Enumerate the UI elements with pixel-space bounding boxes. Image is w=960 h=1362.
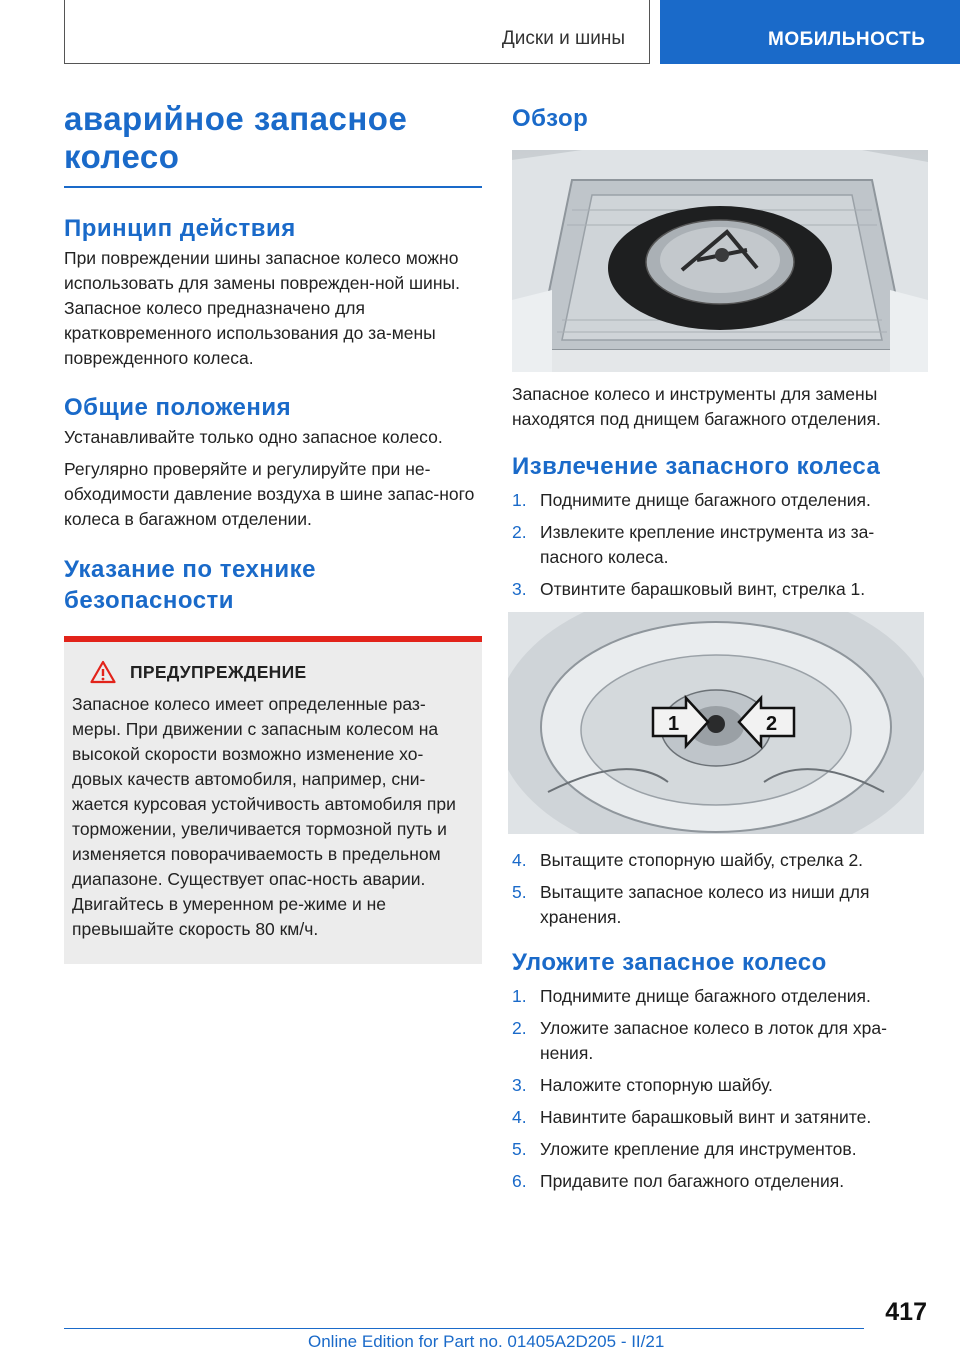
step-text: Навинтите барашковый винт и затяните. bbox=[540, 1107, 872, 1127]
step-text: Придавите пол багажного отделения. bbox=[540, 1171, 845, 1191]
edition-link[interactable]: Online Edition for Part no. 01405A2D205 - II/21 bbox=[308, 1332, 665, 1351]
wheel-nut-illustration bbox=[508, 612, 924, 834]
warning-title-row bbox=[90, 660, 470, 684]
list-item bbox=[512, 1105, 928, 1130]
step-number: 1. bbox=[512, 490, 527, 510]
step-number: 2. bbox=[512, 1018, 527, 1038]
step-number: 6. bbox=[512, 1171, 527, 1191]
title-divider bbox=[64, 186, 482, 188]
stow-heading: Уложите запасное колесо bbox=[512, 949, 827, 976]
step-text: Уложите крепление для инструментов. bbox=[540, 1139, 857, 1159]
step-number: 4. bbox=[512, 850, 527, 870]
step-text: Вытащите стопорную шайбу, стрелка 2. bbox=[540, 850, 864, 870]
list-item bbox=[512, 880, 928, 930]
list-item bbox=[512, 520, 928, 570]
right-column bbox=[512, 100, 928, 1201]
step-text: Извлеките крепление инструмента из за-пасного колеса. bbox=[540, 522, 875, 567]
step-text: Отвинтите барашковый винт, стрелка 1. bbox=[540, 579, 866, 599]
trunk-photo bbox=[512, 150, 928, 372]
list-item bbox=[512, 1073, 928, 1098]
step-text: Уложите запасное колесо в лоток для хра-нения. bbox=[540, 1018, 887, 1063]
general-text-2: Регулярно проверяйте и регулируйте при не-обходимости давление воздуха в шине запас-ного колеса в багажном отделении. bbox=[64, 459, 475, 529]
list-item bbox=[512, 848, 928, 873]
step-number: 2. bbox=[512, 522, 527, 542]
section-title: Диски и шины bbox=[501, 28, 625, 49]
list-item bbox=[512, 1137, 928, 1162]
page-title: аварийное запасное колесо bbox=[64, 100, 408, 175]
step-number: 5. bbox=[512, 1139, 527, 1159]
chapter-tab bbox=[660, 0, 960, 64]
step-text: Поднимите днище багажного отделения. bbox=[540, 490, 871, 510]
warning-title: ПРЕДУПРЕЖДЕНИЕ bbox=[130, 661, 307, 682]
stow-steps-list bbox=[512, 984, 928, 1194]
overview-caption: Запасное колесо и инструменты для замены находятся под днищем багажного отделения. bbox=[512, 384, 881, 429]
arrow-2-label: 2 bbox=[766, 713, 778, 735]
overview-heading: Обзор bbox=[512, 105, 589, 132]
general-text-1: Устанавливайте только одно запасное колесо. bbox=[64, 427, 443, 447]
footer-divider bbox=[64, 1328, 864, 1329]
removal-heading: Извлечение запасного колеса bbox=[512, 453, 881, 480]
safety-heading: Указание по технике безопасности bbox=[64, 556, 316, 614]
step-text: Наложите стопорную шайбу. bbox=[540, 1075, 773, 1095]
step-number: 5. bbox=[512, 882, 527, 902]
arrow-1-label: 1 bbox=[668, 713, 680, 735]
list-item bbox=[512, 984, 928, 1009]
left-column bbox=[64, 100, 482, 964]
wheel-nut-photo bbox=[508, 612, 924, 834]
trunk-illustration bbox=[512, 150, 928, 372]
removal-steps-list bbox=[512, 488, 928, 602]
step-number: 4. bbox=[512, 1107, 527, 1127]
warning-box bbox=[64, 636, 482, 964]
header-box bbox=[64, 0, 650, 64]
chapter-title: МОБИЛЬНОСТЬ bbox=[768, 29, 926, 50]
removal-steps-list-continued bbox=[512, 848, 928, 930]
principle-text: При повреждении шины запасное колесо можно использовать для замены поврежден-ной шины. Запасное колесо предназначено для кратковременного использования до за-мены поврежденного колеса. bbox=[64, 248, 460, 368]
step-number: 3. bbox=[512, 579, 527, 599]
general-heading: Общие положения bbox=[64, 394, 292, 421]
list-item bbox=[512, 577, 928, 602]
list-item bbox=[512, 1016, 928, 1066]
principle-heading: Принцип действия bbox=[64, 215, 296, 242]
warning-triangle-icon bbox=[90, 660, 116, 684]
step-text: Вытащите запасное колесо из ниши для хранения. bbox=[540, 882, 870, 927]
page-number: 417 bbox=[885, 1298, 927, 1326]
step-text: Поднимите днище багажного отделения. bbox=[540, 986, 871, 1006]
step-number: 1. bbox=[512, 986, 527, 1006]
warning-text: Запасное колесо имеет определенные раз-меры. При движении с запасным колесом на высокой скорости возможно изменение хо-довых качеств автомобиля, например, сни-жается курсовая устойчивость автомобиля при торможении, увеличивается тормозной путь и изменяется поворачиваемость в предельном диапазоне. Существует опас-ность аварии. Двигайтесь в умеренном ре-жиме и не превышайте скорость 80 км/ч. bbox=[72, 694, 456, 939]
list-item bbox=[512, 488, 928, 513]
list-item bbox=[512, 1169, 928, 1194]
step-number: 3. bbox=[512, 1075, 527, 1095]
